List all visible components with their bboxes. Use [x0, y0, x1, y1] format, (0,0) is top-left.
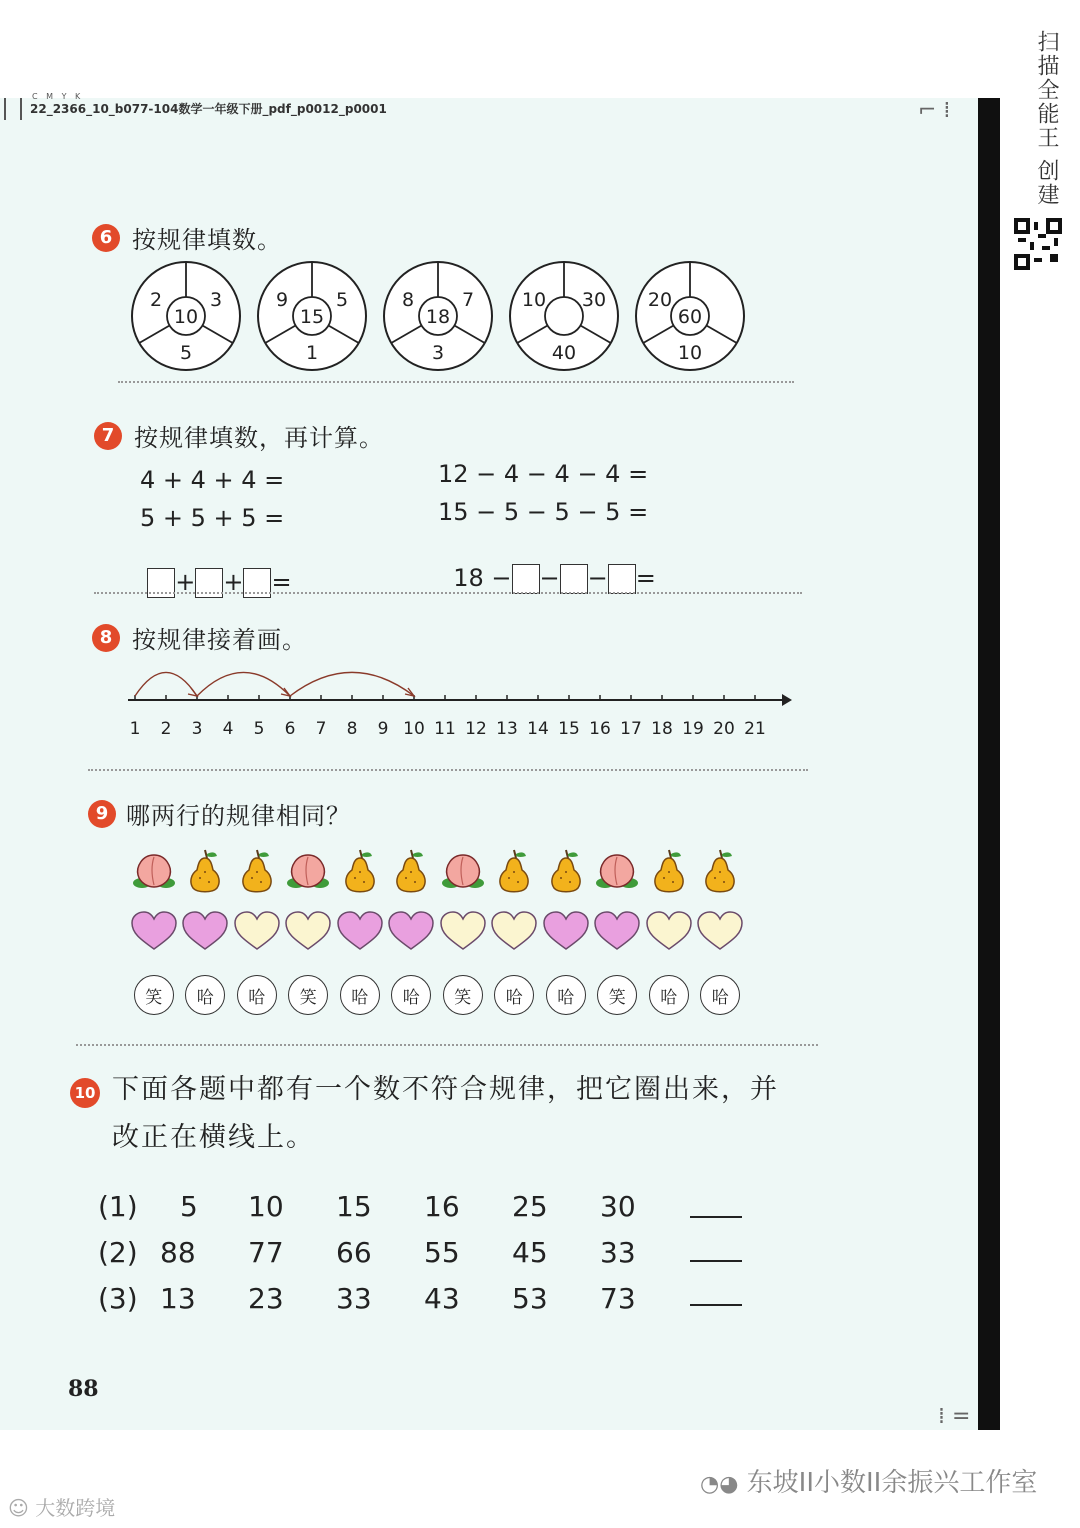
- character-cell: [489, 970, 541, 1020]
- pear-icon: [540, 846, 592, 896]
- sequence-value[interactable]: 30: [600, 1190, 636, 1223]
- tick-label: 5: [253, 719, 265, 739]
- sequence-value[interactable]: 73: [600, 1282, 636, 1315]
- character-circle: 哈: [237, 975, 277, 1015]
- answer-box[interactable]: [560, 564, 588, 594]
- wheel-center-value: 10: [173, 306, 199, 328]
- print-code: 22_2366_10_b077-104数学一年级下册_pdf_p0012_p0001: [30, 102, 387, 116]
- minus-sign: −: [539, 564, 560, 592]
- answer-line-2[interactable]: [690, 1260, 742, 1262]
- wheel-left-value: 9: [275, 289, 289, 311]
- tick-label: 12: [465, 719, 487, 739]
- sequence-value[interactable]: 10: [248, 1190, 284, 1223]
- answer-line-3[interactable]: [690, 1304, 742, 1306]
- heart-icon: [437, 906, 489, 956]
- wheel-bottom-value: 10: [677, 342, 703, 364]
- equation-left-boxes: [132, 540, 292, 598]
- question-6-number: 6: [92, 224, 120, 252]
- tick-label: 10: [403, 719, 425, 739]
- cmyk-marks: C M Y K: [32, 92, 84, 101]
- character-cell: [695, 970, 747, 1020]
- watermark-brand-text: 大数跨境: [35, 1496, 116, 1520]
- character-circle: 哈: [546, 975, 586, 1015]
- heart-icon: [695, 906, 747, 956]
- number-wheel: [510, 262, 618, 370]
- arrow-icon: [782, 694, 792, 706]
- arc-arrowhead: [188, 688, 197, 696]
- sequence-value[interactable]: 33: [600, 1236, 636, 1269]
- character-cell: [540, 970, 592, 1020]
- sequence-value[interactable]: 66: [336, 1236, 372, 1269]
- character-circle: 哈: [700, 975, 740, 1015]
- character-circle: 笑: [597, 975, 637, 1015]
- tick-label: 17: [620, 719, 642, 739]
- peach-icon: [592, 846, 644, 896]
- pear-icon: [231, 846, 283, 896]
- heart-icon: [489, 906, 541, 956]
- tick-label: 18: [651, 719, 673, 739]
- heart-icon: [386, 906, 438, 956]
- row-label: (2): [98, 1236, 138, 1269]
- number-line: [120, 660, 800, 750]
- tick-label: 21: [744, 719, 766, 739]
- tick-label: 19: [682, 719, 704, 739]
- wheel-center[interactable]: [545, 297, 583, 335]
- wheel-right-value: 5: [335, 289, 349, 311]
- tick-label: 3: [191, 719, 203, 739]
- jump-arc: [290, 672, 414, 696]
- heart-icon: [643, 906, 695, 956]
- sequence-row-1: [98, 1190, 798, 1230]
- character-cell: [386, 970, 438, 1020]
- character-circle: 哈: [391, 975, 431, 1015]
- number-wheel: [258, 262, 366, 370]
- watermark-studio: [700, 1462, 1037, 1499]
- peach-icon: [283, 846, 335, 896]
- character-cell: [437, 970, 489, 1020]
- character-cell: [334, 970, 386, 1020]
- wheel-left-value: 20: [647, 289, 673, 311]
- equation-right-boxes: [438, 536, 656, 594]
- character-circle: 哈: [494, 975, 534, 1015]
- question-10-number: 10: [70, 1078, 100, 1108]
- wheel-left-value: 8: [401, 289, 415, 311]
- tick-label: 15: [558, 719, 580, 739]
- tick-label: 4: [222, 719, 234, 739]
- character-circle: 哈: [340, 975, 380, 1015]
- watermark-studio-text: 东坡II小数II余振兴工作室: [746, 1468, 1038, 1498]
- wheel-right-value: 30: [581, 289, 607, 311]
- heart-row: [128, 906, 746, 956]
- wheel-right-value: 7: [461, 289, 475, 311]
- sequence-value[interactable]: 13: [160, 1282, 196, 1315]
- heart-icon: [283, 906, 335, 956]
- crop-mark-top: ⌐ ⁞: [918, 98, 951, 123]
- crop-mark-bottom: ⁞ =: [938, 1404, 971, 1429]
- tick-label: 8: [346, 719, 358, 739]
- jump-arc: [197, 672, 290, 696]
- question-9-number: 9: [88, 800, 116, 828]
- tick-label: 1: [129, 719, 141, 739]
- wheels-svg: [128, 258, 748, 378]
- character-circle: 笑: [288, 975, 328, 1015]
- minus-sign: −: [587, 564, 608, 592]
- character-cell: [283, 970, 335, 1020]
- wheel-center-value: 60: [677, 306, 703, 328]
- divider: [88, 769, 808, 771]
- heart-icon: [592, 906, 644, 956]
- character-circle: 哈: [649, 975, 689, 1015]
- answer-line-1[interactable]: [690, 1216, 742, 1218]
- equation-right-1: 12 − 4 − 4 − 4 =: [438, 460, 649, 488]
- sequence-value[interactable]: 15: [336, 1190, 372, 1223]
- jump-arc: [135, 672, 197, 696]
- peach-icon: [128, 846, 180, 896]
- wheel-bottom-value: 3: [431, 342, 445, 364]
- sequence-value[interactable]: 23: [248, 1282, 284, 1315]
- character-cell: [592, 970, 644, 1020]
- sequence-value[interactable]: 53: [512, 1282, 548, 1315]
- character-cell: [643, 970, 695, 1020]
- wheel-bottom-value: 40: [551, 342, 577, 364]
- wheel-bottom-value: 1: [305, 342, 319, 364]
- pear-icon: [334, 846, 386, 896]
- character-row: [128, 970, 746, 1020]
- question-9-title: 哪两行的规律相同？: [126, 802, 351, 830]
- equation-left-2: 5 + 5 + 5 =: [140, 504, 285, 532]
- tick-label: 6: [284, 719, 296, 739]
- tick-label: 2: [160, 719, 172, 739]
- peach-icon: [437, 846, 489, 896]
- tick-label: 20: [713, 719, 735, 739]
- pear-icon: [643, 846, 695, 896]
- heart-icon: [231, 906, 283, 956]
- qr-code-icon: [1014, 218, 1062, 270]
- number-wheel: [384, 262, 492, 370]
- tick-label: 14: [527, 719, 549, 739]
- question-7-title: 按规律填数，再计算。: [134, 424, 384, 452]
- equation-start: 18 −: [453, 564, 512, 592]
- sequence-value[interactable]: 25: [512, 1190, 548, 1223]
- character-cell: [128, 970, 180, 1020]
- divider: [76, 1044, 818, 1046]
- pear-icon: [180, 846, 232, 896]
- wheel-center-value: 15: [299, 306, 325, 328]
- page-number: 88: [68, 1376, 99, 1402]
- number-wheels: [128, 258, 748, 382]
- page-edge-shadow: [978, 98, 1000, 1430]
- wheel-left-value: 10: [521, 289, 547, 311]
- character-circle: 笑: [443, 975, 483, 1015]
- sequence-value[interactable]: 77: [248, 1236, 284, 1269]
- tick-label: 11: [434, 719, 456, 739]
- tick-label: 7: [315, 719, 327, 739]
- row-label: (3): [98, 1282, 138, 1315]
- row-label: (1): [98, 1190, 138, 1223]
- question-6-title: 按规律填数。: [132, 226, 282, 254]
- equals-sign: =: [271, 568, 292, 596]
- watermark-brand: [8, 1492, 115, 1521]
- question-10-title-line2: 改正在横线上。: [112, 1122, 315, 1153]
- tick-label: 16: [589, 719, 611, 739]
- pear-icon: [695, 846, 747, 896]
- heart-icon: [180, 906, 232, 956]
- question-8-number: 8: [92, 624, 120, 652]
- number-wheel: [636, 262, 744, 370]
- registration-marks: [4, 98, 22, 120]
- heart-icon: [128, 906, 180, 956]
- brand-logo-icon: ☺: [8, 1496, 29, 1520]
- fruit-row: [128, 846, 746, 896]
- sequence-value[interactable]: 33: [336, 1282, 372, 1315]
- wheel-left-value: 2: [149, 289, 163, 311]
- answer-box[interactable]: [608, 564, 636, 594]
- sequence-value[interactable]: 5: [180, 1190, 198, 1223]
- sequence-value[interactable]: 16: [424, 1190, 460, 1223]
- pear-icon: [489, 846, 541, 896]
- sequence-row-2: [98, 1236, 798, 1276]
- equation-left-1: 4 + 4 + 4 =: [140, 466, 285, 494]
- character-cell: [231, 970, 283, 1020]
- divider: [118, 381, 794, 383]
- pear-icon: [386, 846, 438, 896]
- sequence-value[interactable]: 45: [512, 1236, 548, 1269]
- sequence-value[interactable]: 88: [160, 1236, 196, 1269]
- plus-sign: +: [223, 568, 244, 596]
- question-8-title: 按规律接着画。: [132, 626, 307, 654]
- sequence-row-3: [98, 1282, 798, 1322]
- equals-sign: =: [635, 564, 656, 592]
- sequence-value[interactable]: 55: [424, 1236, 460, 1269]
- wheel-right-value: 3: [209, 289, 223, 311]
- equation-right-2: 15 − 5 − 5 − 5 =: [438, 498, 649, 526]
- plus-sign: +: [175, 568, 196, 596]
- divider: [94, 592, 802, 594]
- tick-label: 13: [496, 719, 518, 739]
- character-circle: 笑: [134, 975, 174, 1015]
- heart-icon: [540, 906, 592, 956]
- character-cell: [180, 970, 232, 1020]
- scanner-brand: 扫描全能王 创建: [1034, 30, 1059, 207]
- sequence-value[interactable]: 43: [424, 1282, 460, 1315]
- character-circle: 哈: [185, 975, 225, 1015]
- answer-box[interactable]: [512, 564, 540, 594]
- question-7-number: 7: [94, 422, 122, 450]
- number-wheel: [132, 262, 240, 370]
- tick-label: 9: [377, 719, 389, 739]
- wheel-center-value: 18: [425, 306, 451, 328]
- question-10-title-line1: 下面各题中都有一个数不符合规律，把它圈出来，并: [112, 1074, 779, 1105]
- heart-icon: [334, 906, 386, 956]
- wheel-bottom-value: 5: [179, 342, 193, 364]
- wechat-icon: ◔◕: [700, 1472, 739, 1497]
